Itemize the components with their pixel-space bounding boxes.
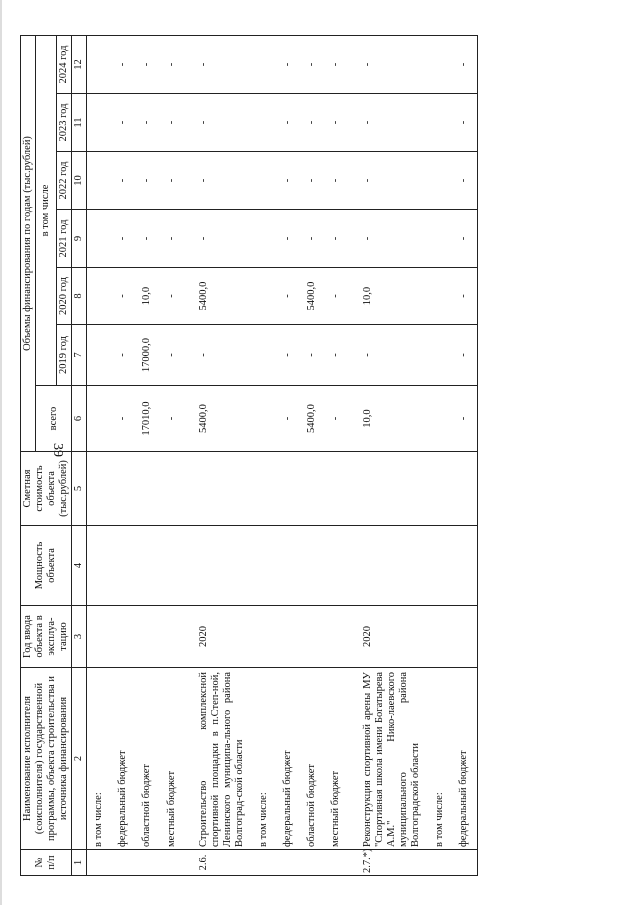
row-name: областной бюджет	[300, 668, 324, 850]
row-value	[87, 268, 112, 325]
row-name: в том числе:	[252, 668, 276, 850]
header-year-2019: 2019 год	[57, 325, 72, 386]
table-row	[111, 35, 135, 875]
table-row	[300, 35, 324, 875]
column-number: 3	[72, 606, 87, 668]
column-number: 5	[72, 452, 87, 526]
header-name: Наименование исполнителя (соисполнителя) государственной программы, объекта строительства и источника финансирования	[21, 668, 72, 850]
row-value: 5400,0	[300, 268, 324, 325]
row-name: в том числе:	[428, 668, 452, 850]
row-number	[111, 850, 135, 876]
row-capacity	[252, 526, 276, 606]
row-cost	[452, 452, 477, 526]
header-year-2024: 2024 год	[57, 35, 72, 93]
row-value: -	[324, 35, 348, 93]
row-cost	[428, 452, 452, 526]
row-value	[252, 268, 276, 325]
row-value: -	[276, 268, 300, 325]
row-value: -	[324, 152, 348, 210]
row-value: -	[276, 210, 300, 268]
row-value: -	[160, 94, 184, 152]
row-value: -	[184, 210, 252, 268]
row-value: -	[160, 152, 184, 210]
row-value: -	[276, 94, 300, 152]
row-value: -	[452, 325, 477, 386]
row-value	[87, 35, 112, 93]
row-value: -	[300, 94, 324, 152]
row-cost	[348, 452, 428, 526]
row-capacity	[87, 526, 112, 606]
row-value	[428, 325, 452, 386]
row-value: -	[324, 325, 348, 386]
row-value: -	[300, 210, 324, 268]
header-year: Год ввода объекта в эксплуа-тацию	[21, 606, 72, 668]
row-value: -	[111, 325, 135, 386]
column-number: 11	[72, 94, 87, 152]
financing-table	[20, 35, 478, 876]
column-number: 7	[72, 325, 87, 386]
column-number: 6	[72, 386, 87, 452]
row-value	[428, 35, 452, 93]
row-value: 10,0	[348, 386, 428, 452]
row-commission-year	[276, 606, 300, 668]
row-number	[276, 850, 300, 876]
column-number: 10	[72, 152, 87, 210]
row-number	[87, 850, 112, 876]
row-commission-year	[452, 606, 477, 668]
table-row	[87, 35, 112, 875]
row-value	[252, 94, 276, 152]
row-value	[87, 386, 112, 452]
row-commission-year	[87, 606, 112, 668]
row-commission-year	[300, 606, 324, 668]
table-row	[452, 35, 477, 875]
row-value: -	[300, 35, 324, 93]
row-value: -	[348, 94, 428, 152]
row-value: -	[111, 94, 135, 152]
table-row	[252, 35, 276, 875]
scan-edge	[0, 0, 2, 905]
row-value: -	[348, 152, 428, 210]
header-including: в том числе	[36, 35, 57, 385]
row-value: 5400,0	[184, 268, 252, 325]
row-number	[135, 850, 159, 876]
row-name: Реконструкция спортивной арены МУ "Спортивная школа имени Богатырева А.М." Нико-лаевского муниципального района Волгоградской области	[348, 668, 428, 850]
row-value	[87, 210, 112, 268]
row-value	[87, 94, 112, 152]
row-value: -	[276, 152, 300, 210]
row-number: 2.6.	[184, 850, 252, 876]
row-commission-year: 2020	[348, 606, 428, 668]
column-number: 1	[72, 850, 87, 876]
row-name: местный бюджет	[324, 668, 348, 850]
row-name: местный бюджет	[160, 668, 184, 850]
row-value: -	[348, 210, 428, 268]
row-value: -	[160, 210, 184, 268]
row-name: Строительство комплексной спортивной площадки в п.Степ-ной, Ленинского муниципа-льного района Волгоград-ской области	[184, 668, 252, 850]
row-capacity	[135, 526, 159, 606]
table-body	[87, 35, 477, 875]
row-value: -	[111, 210, 135, 268]
row-value: -	[184, 325, 252, 386]
row-value: -	[324, 210, 348, 268]
row-number: 2.7.*)	[348, 850, 428, 876]
row-value: -	[276, 325, 300, 386]
row-cost	[87, 452, 112, 526]
row-value	[428, 94, 452, 152]
row-value: -	[348, 35, 428, 93]
row-value: -	[184, 35, 252, 93]
header-cost: Сметная стоимость объекта (тыс.рублей)	[21, 452, 72, 526]
row-value	[428, 210, 452, 268]
table-row	[428, 35, 452, 875]
page-number: 39	[50, 443, 65, 457]
row-commission-year	[111, 606, 135, 668]
row-commission-year: 2020	[184, 606, 252, 668]
row-cost	[300, 452, 324, 526]
row-name: областной бюджет	[135, 668, 159, 850]
row-value: -	[452, 35, 477, 93]
row-commission-year	[428, 606, 452, 668]
row-commission-year	[160, 606, 184, 668]
row-value: -	[135, 152, 159, 210]
row-capacity	[300, 526, 324, 606]
table-row	[276, 35, 300, 875]
row-value: -	[184, 94, 252, 152]
row-value: -	[135, 35, 159, 93]
row-value	[87, 152, 112, 210]
row-capacity	[184, 526, 252, 606]
table-row	[135, 35, 159, 875]
row-value: -	[160, 386, 184, 452]
column-number: 8	[72, 268, 87, 325]
row-cost	[184, 452, 252, 526]
row-value: -	[111, 152, 135, 210]
table-row	[184, 35, 252, 875]
row-name: федеральный бюджет	[452, 668, 477, 850]
row-value: -	[111, 386, 135, 452]
row-name: федеральный бюджет	[276, 668, 300, 850]
column-number: 2	[72, 668, 87, 850]
row-value	[428, 386, 452, 452]
header-funding: Объемы финансирования по годам (тыс.рублей)	[21, 35, 36, 451]
row-value: -	[300, 152, 324, 210]
row-cost	[252, 452, 276, 526]
row-capacity	[111, 526, 135, 606]
row-value: 17010,0	[135, 386, 159, 452]
header-year-2020: 2020 год	[57, 268, 72, 325]
row-capacity	[160, 526, 184, 606]
row-value: -	[452, 152, 477, 210]
row-value: -	[348, 325, 428, 386]
row-value	[252, 210, 276, 268]
row-value: 5400,0	[184, 386, 252, 452]
row-capacity	[428, 526, 452, 606]
table-row	[324, 35, 348, 875]
row-value	[252, 386, 276, 452]
row-value: -	[300, 325, 324, 386]
column-number: 12	[72, 35, 87, 93]
row-value: 5400,0	[300, 386, 324, 452]
row-cost	[160, 452, 184, 526]
row-value: -	[135, 94, 159, 152]
row-value	[252, 325, 276, 386]
row-value: -	[452, 94, 477, 152]
row-name: федеральный бюджет	[111, 668, 135, 850]
row-capacity	[276, 526, 300, 606]
row-number	[428, 850, 452, 876]
row-cost	[135, 452, 159, 526]
row-value: -	[324, 268, 348, 325]
row-value: -	[135, 210, 159, 268]
row-capacity	[452, 526, 477, 606]
row-number	[324, 850, 348, 876]
header-year-2023: 2023 год	[57, 94, 72, 152]
row-value	[252, 35, 276, 93]
row-value: 17000,0	[135, 325, 159, 386]
row-number	[160, 850, 184, 876]
row-cost	[324, 452, 348, 526]
row-number	[252, 850, 276, 876]
table-row	[160, 35, 184, 875]
row-value: 10,0	[135, 268, 159, 325]
row-value	[87, 325, 112, 386]
row-commission-year	[135, 606, 159, 668]
row-commission-year	[324, 606, 348, 668]
column-number: 4	[72, 526, 87, 606]
column-number-row	[72, 35, 87, 875]
column-number: 9	[72, 210, 87, 268]
table-header	[21, 35, 87, 875]
row-value: -	[452, 210, 477, 268]
row-number	[452, 850, 477, 876]
row-value	[428, 268, 452, 325]
row-capacity	[348, 526, 428, 606]
row-value: -	[111, 35, 135, 93]
row-value: -	[324, 94, 348, 152]
row-value: -	[111, 268, 135, 325]
row-value: -	[160, 325, 184, 386]
row-value: -	[276, 386, 300, 452]
rotated-table-page	[20, 36, 614, 876]
header-total: всего	[36, 386, 72, 452]
header-number: № п/п	[21, 850, 72, 876]
row-commission-year	[252, 606, 276, 668]
row-value: -	[160, 35, 184, 93]
row-value: -	[324, 386, 348, 452]
row-value: -	[452, 386, 477, 452]
row-cost	[276, 452, 300, 526]
row-capacity	[324, 526, 348, 606]
table-row	[348, 35, 428, 875]
header-year-2021: 2021 год	[57, 210, 72, 268]
row-value: -	[160, 268, 184, 325]
row-value	[252, 152, 276, 210]
row-value: -	[184, 152, 252, 210]
header-capacity: Мощность объекта	[21, 526, 72, 606]
row-value: -	[452, 268, 477, 325]
header-year-2022: 2022 год	[57, 152, 72, 210]
row-cost	[111, 452, 135, 526]
row-value: -	[276, 35, 300, 93]
row-number	[300, 850, 324, 876]
row-value	[428, 152, 452, 210]
row-value: 10,0	[348, 268, 428, 325]
row-name: в том числе:	[87, 668, 112, 850]
